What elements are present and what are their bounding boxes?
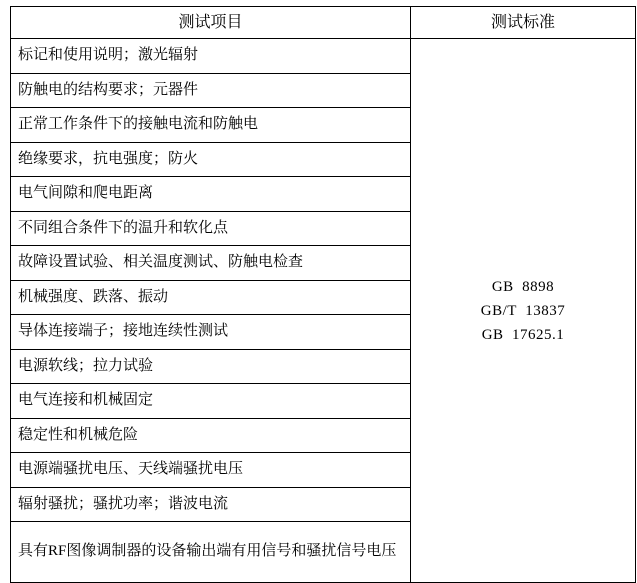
- test-item-cell: 辐射骚扰；骚扰功率；谐波电流: [11, 487, 411, 522]
- test-item-cell: 防触电的结构要求；元器件: [11, 73, 411, 108]
- test-item-cell: 绝缘要求，抗电强度；防火: [11, 142, 411, 177]
- test-item-cell: 不同组合条件下的温升和软化点: [11, 211, 411, 246]
- test-standard-cell: [411, 39, 636, 583]
- test-item-cell: 稳定性和机械危险: [11, 418, 411, 453]
- test-item-cell: 电源端骚扰电压、天线端骚扰电压: [11, 453, 411, 488]
- test-item-cell: 导体连接端子；接地连续性测试: [11, 315, 411, 350]
- test-item-cell: 故障设置试验、相关温度测试、防触电检查: [11, 246, 411, 281]
- standard-line-3: GB 17625.1: [481, 326, 565, 343]
- test-item-cell: 机械强度、跌落、振动: [11, 280, 411, 315]
- test-item-cell: 电气间隙和爬电距离: [11, 177, 411, 212]
- test-item-cell: 电气连接和机械固定: [11, 384, 411, 419]
- test-item-cell: 电源软线；拉力试验: [11, 349, 411, 384]
- test-item-cell: 具有RF图像调制器的设备输出端有用信号和骚扰信号电压: [11, 522, 411, 583]
- standard-line-1: GB 8898: [491, 278, 555, 295]
- table-header-row: [11, 7, 636, 39]
- column-header-test-standard: 测试标准: [411, 7, 636, 39]
- standard-line-2: GB/T 13837: [480, 302, 566, 319]
- test-specification-table: [10, 6, 636, 583]
- test-item-cell: 标记和使用说明；激光辐射: [11, 39, 411, 74]
- column-header-test-item: 测试项目: [11, 7, 411, 39]
- table-row: [11, 39, 636, 74]
- test-item-cell: 正常工作条件下的接触电流和防触电: [11, 108, 411, 143]
